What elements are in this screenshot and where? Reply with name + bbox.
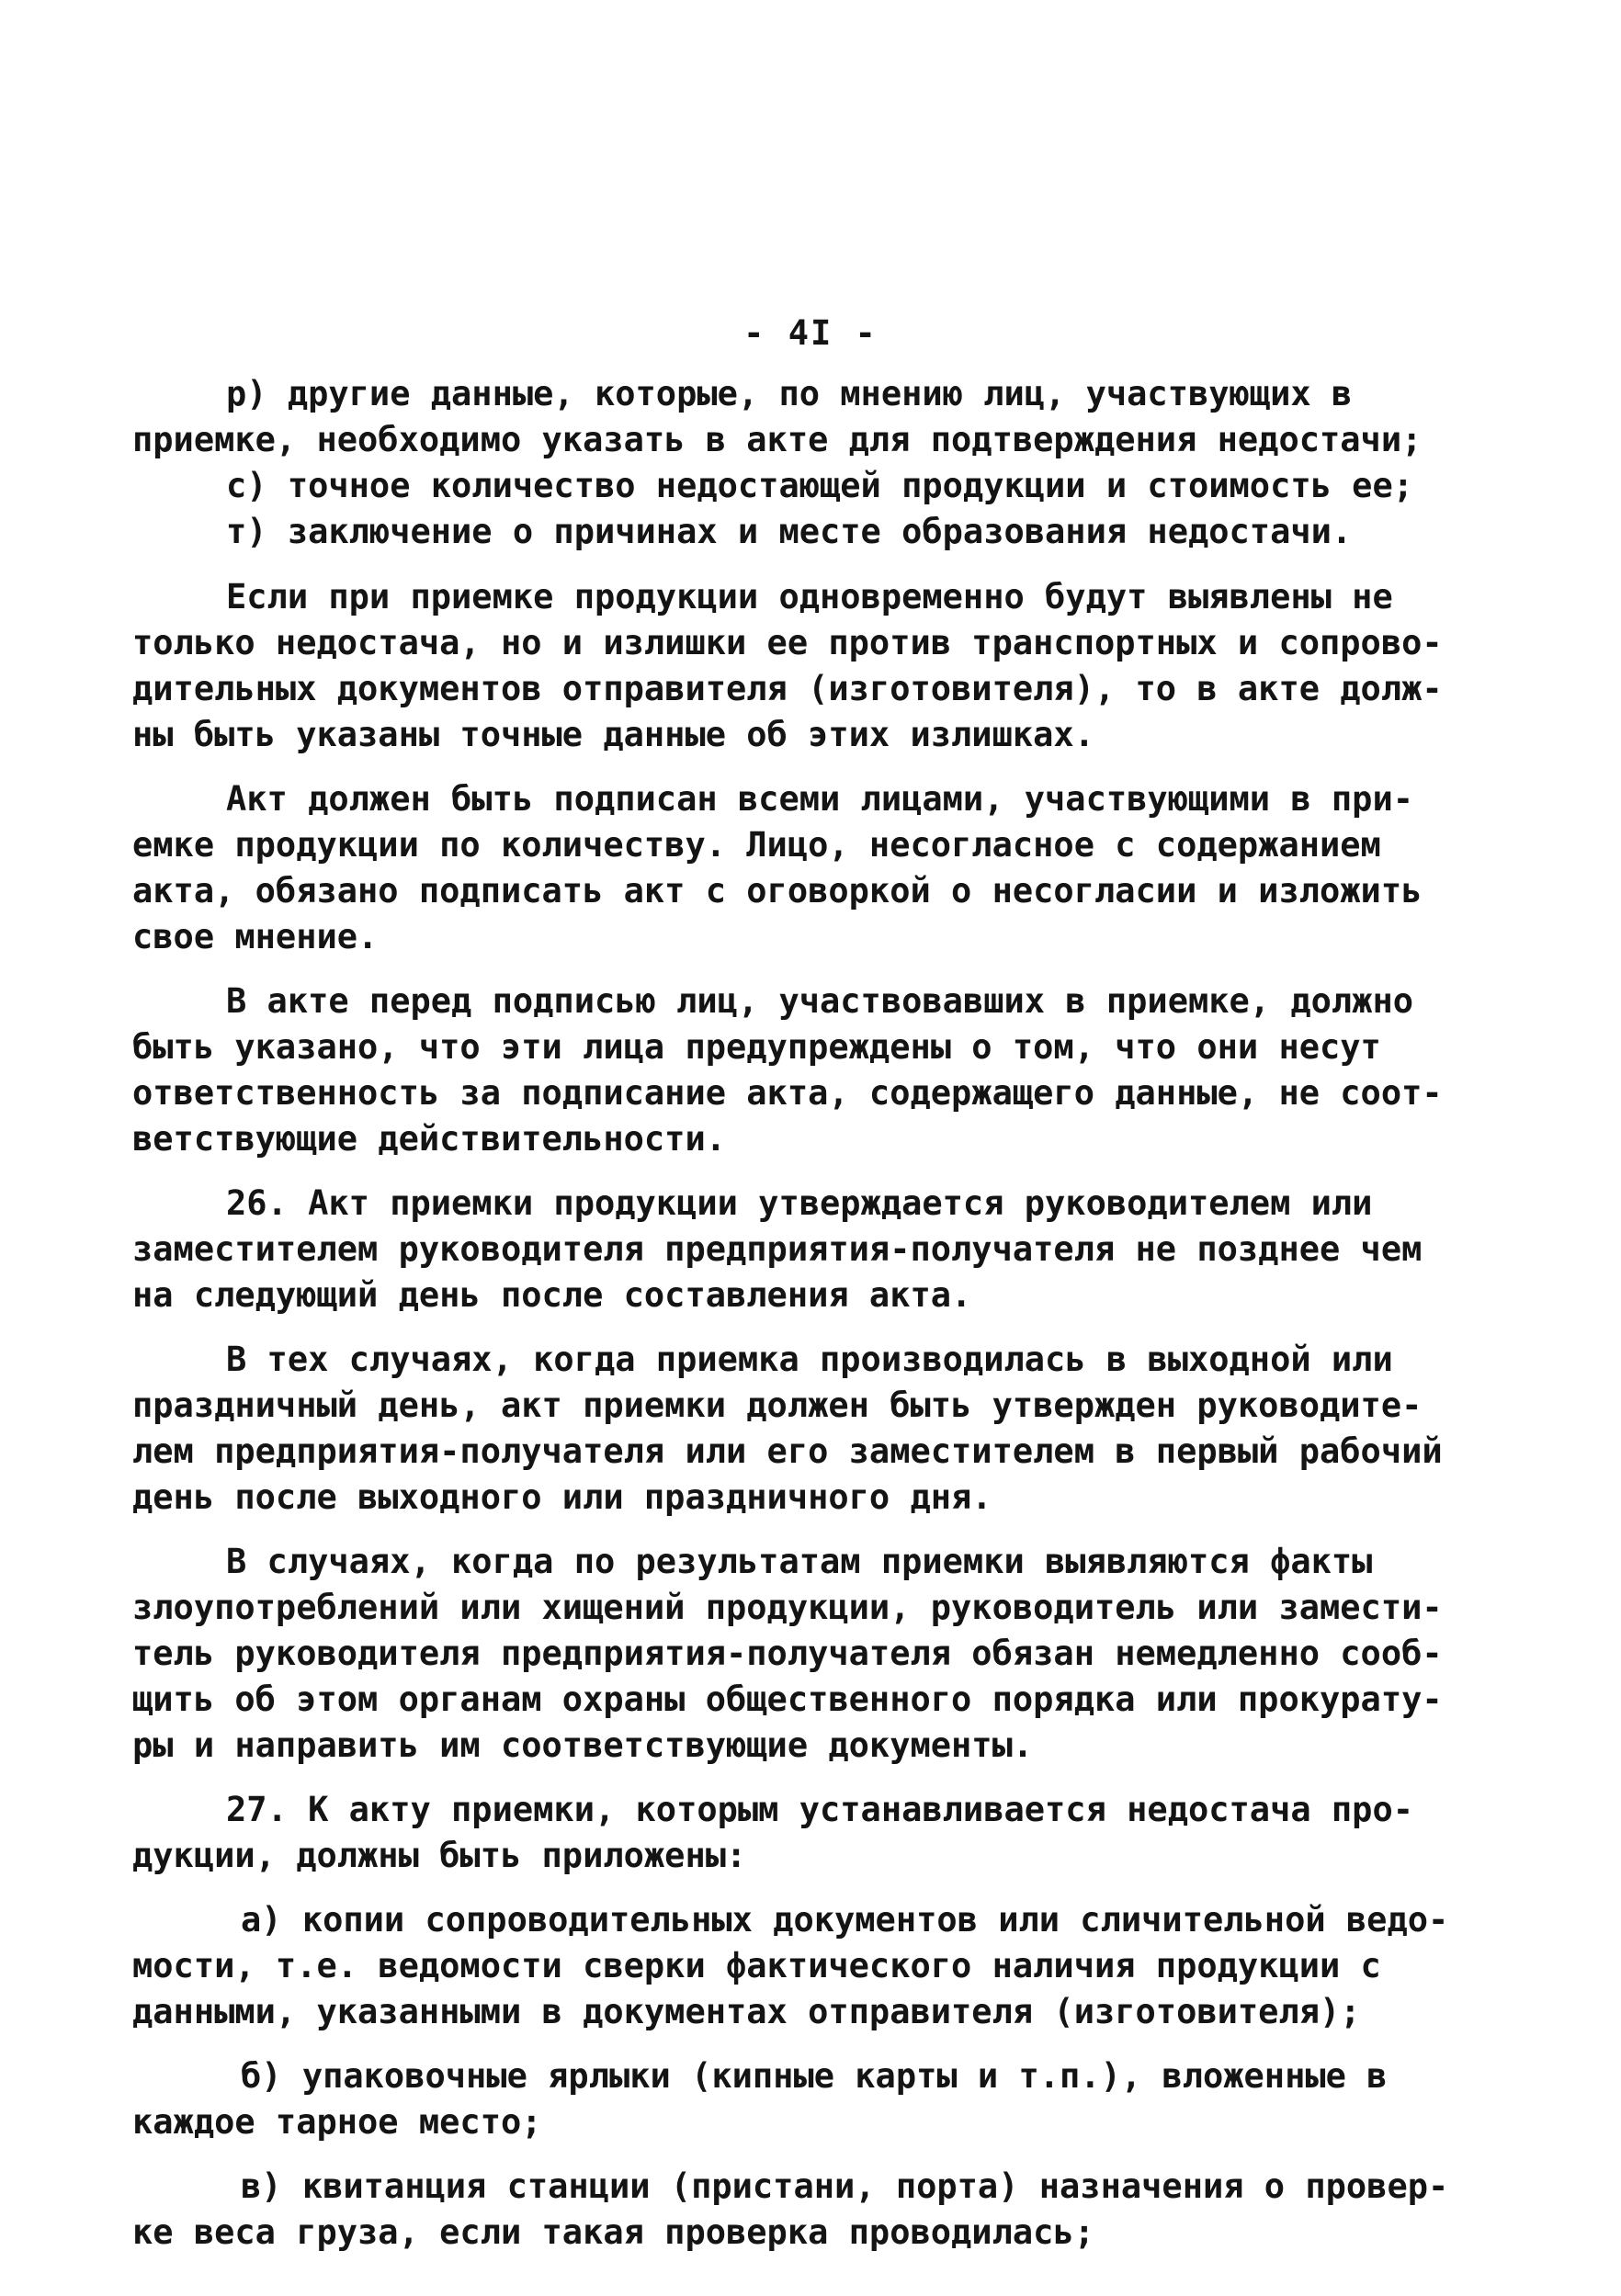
text-line: заместителем руководителя предприятия-получателя не позднее чем [132,1229,1423,1269]
text-line: ны быть указаны точные данные об этих излишках. [132,715,1094,754]
page-number: - 4I - [743,313,878,353]
text-line: на следующий день после составления акта. [132,1275,972,1315]
text-line: а) копии сопроводительных документов или сличительной ведо- [241,1900,1449,1940]
text-line: В акте перед подписью лиц, участвовавших в приемке, должно [226,981,1414,1021]
text-line: только недостача, но и излишки ее против транспортных и сопрово- [132,623,1443,662]
text-line: В случаях, когда по результатам приемки выявляются факты [226,1542,1373,1581]
text-line: праздничный день, акт приемки должен быть утвержден руководите- [132,1386,1423,1425]
text-line: дительных документов отправителя (изготовителя), то в акте долж- [132,669,1443,708]
text-line: ответственность за подписание акта, содержащего данные, не соот- [132,1073,1443,1113]
text-line: т) заключение о причинах и месте образования недостачи. [226,512,1353,551]
text-line: б) упаковочные ярлыки (кипные карты и т.п.), вложенные в [241,2056,1388,2096]
text-line: данными, указанными в документах отправителя (изготовителя); [132,1992,1361,2031]
text-line: щить об этом органам охраны общественного порядка или прокурату- [132,1680,1443,1719]
text-line: 27. К акту приемки, которым устанавливается недостача про- [226,1790,1414,1829]
text-line: ветствующие действительности. [132,1119,727,1159]
text-line: Акт должен быть подписан всеми лицами, участвующими в при- [226,779,1414,819]
text-line: ке веса груза, если такая проверка проводилась; [132,2212,1094,2252]
text-line: акта, обязано подписать акт с оговоркой о несогласии и изложить [132,871,1423,910]
text-line: Если при приемке продукции одновременно будут выявлены не [226,577,1393,616]
text-line: мости, т.е. ведомости сверки фактического наличия продукции с [132,1946,1381,1985]
text-line: В тех случаях, когда приемка производилась в выходной или [226,1340,1393,1379]
text-line: каждое тарное место; [132,2102,542,2142]
text-line: ры и направить им соответствующие документы. [132,1725,1034,1765]
text-line: с) точное количество недостающей продукции и стоимость ее; [226,466,1414,505]
text-line: 26. Акт приемки продукции утверждается руководителем или [226,1183,1373,1223]
text-line: приемке, необходимо указать в акте для подтверждения недостачи; [132,420,1423,459]
text-line: быть указано, что эти лица предупреждены о том, что они несут [132,1027,1381,1067]
text-line: в) квитанция станции (пристани, порта) назначения о провер- [241,2166,1449,2206]
text-line: дукции, должны быть приложены: [132,1836,747,1875]
text-line: р) другие данные, которые, по мнению лиц, участвующих в [226,374,1353,413]
text-line: день после выходного или праздничного дня. [132,1477,992,1517]
text-line: свое мнение. [132,917,379,956]
text-line: емке продукции по количеству. Лицо, несогласное с содержанием [132,825,1381,865]
text-line: злоупотреблений или хищений продукции, руководитель или замести- [132,1588,1443,1627]
text-line: лем предприятия-получателя или его заместителем в первый рабочий [132,1431,1443,1471]
text-line: тель руководителя предприятия-получателя обязан немедленно сооб- [132,1634,1443,1673]
